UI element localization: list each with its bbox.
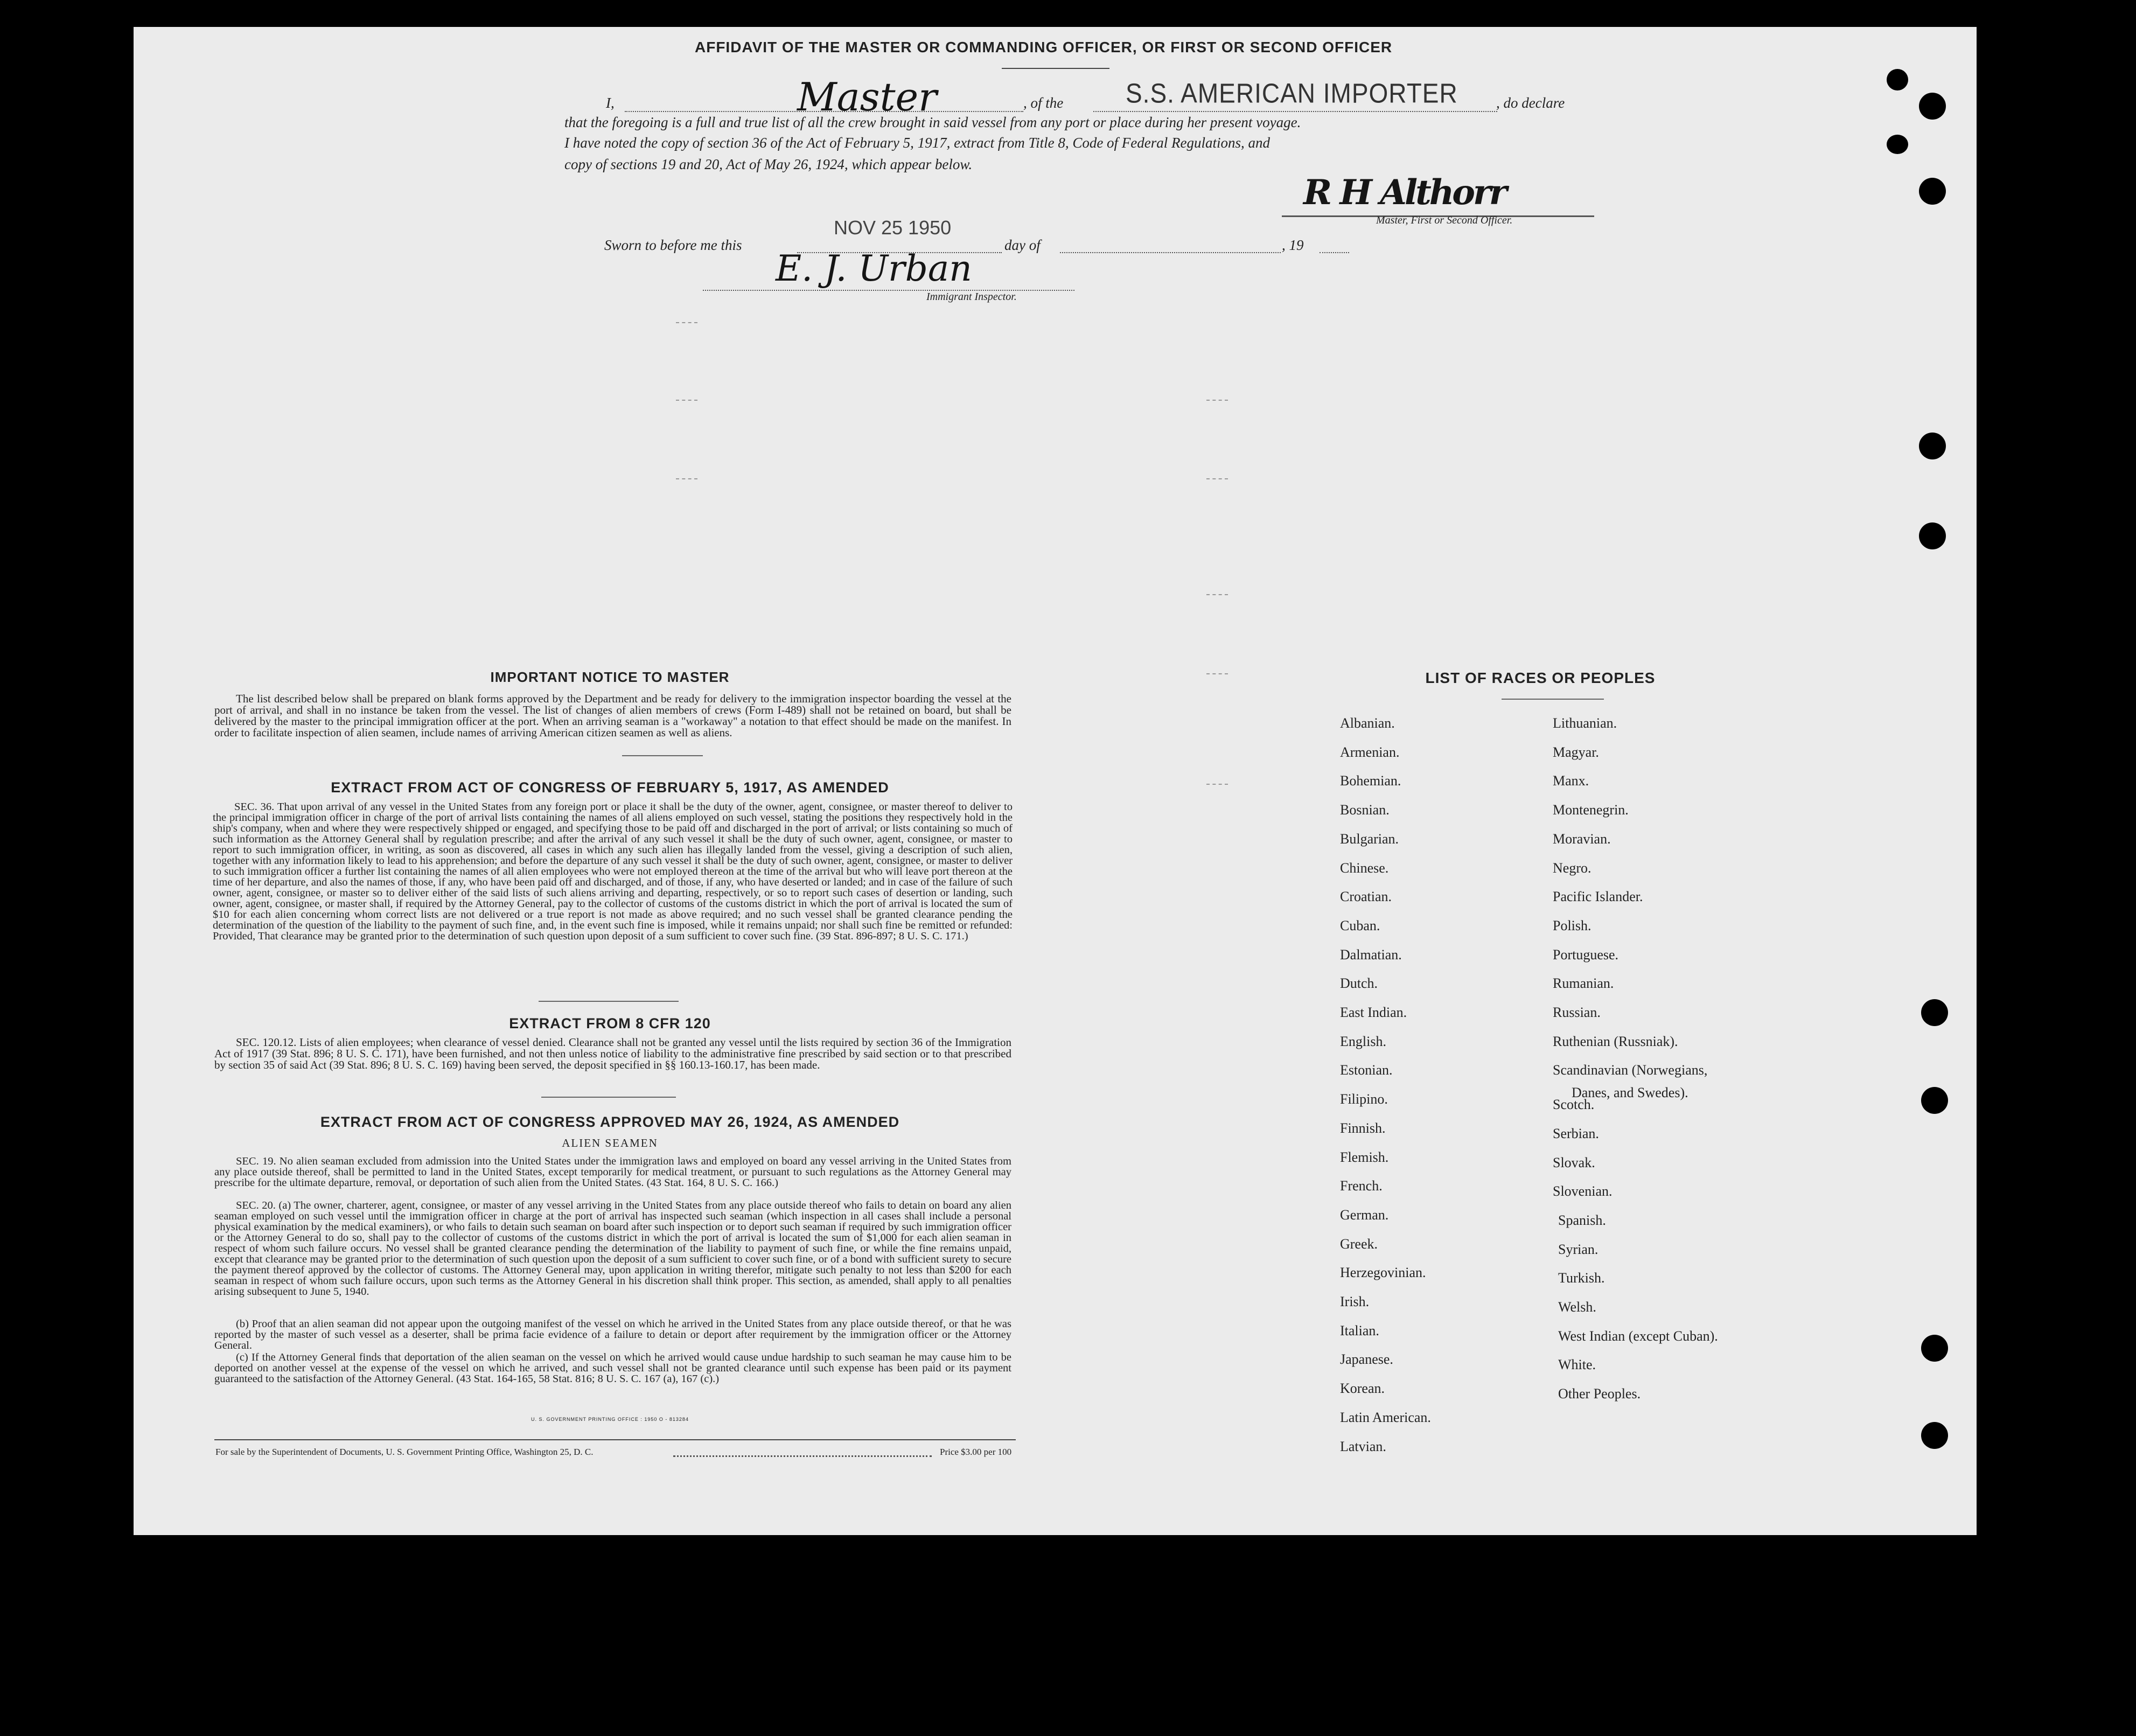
race-item: Flemish. [1340,1149,1389,1165]
punch-hole [1919,522,1946,549]
faint-mark [1206,400,1228,402]
race-item: White. [1558,1357,1596,1373]
race-item: Armenian. [1340,744,1400,760]
race-item: Japanese. [1340,1351,1393,1368]
race-item: Ruthenian (Russniak). [1553,1033,1678,1049]
race-item: West Indian (except Cuban). [1558,1328,1718,1344]
divider [539,1001,679,1002]
month-line [1060,252,1281,253]
affidavit-line-2: that the foregoing is a full and true list of all the crew brought in said vessel from any port or place during her present voyage. [564,114,1301,130]
footer-price: Price $3.00 per 100 [940,1447,1012,1457]
race-item: Dalmatian. [1340,946,1402,963]
notice-text: The list described below shall be prepared on blank forms approved by the Department and be ready for delivery to the immigration inspector boarding the vessel at the port of arrival, and shall in no instance be taken from the vessel. The list of changes of alien members of crews (Form I-489) shall not be retained on board, but shall be delivered by the master to the principal immigration officer at the port. When an arriving seaman is a "workaway" a notation to that effect should be made on the manifest. In order to facilitate inspection of alien seamen, include names of arriving American citizen seamen as well as aliens. [214,692,1011,739]
race-item: Scandinavian (Norwegians, [1553,1062,1708,1078]
faint-mark [1206,478,1228,480]
race-item: Herzegovinian. [1340,1265,1426,1281]
extract-1924-p3: (b) Proof that an alien seaman did not appear upon the outgoing manifest of the vessel on which he arrived in the United States from any place outside thereof, or that he was reported by the master of such vessel as a deserter, shall be prima facie evidence of a failure to detain or deport after requirement by the immigration officer or the Attorney General. [214,1318,1011,1351]
race-item: Filipino. [1340,1091,1388,1107]
year-prefix: , 19 [1282,237,1304,253]
punch-hole [1919,433,1946,459]
divider [1502,699,1604,700]
year-line [1320,252,1349,253]
race-item: Rumanian. [1553,975,1614,992]
race-item: Greek. [1340,1236,1378,1252]
race-item: Bohemian. [1340,773,1401,789]
vessel-line [1093,111,1497,112]
race-item: Lithuanian. [1553,715,1617,731]
footer-sale-note: For sale by the Superintendent of Documents, U. S. Government Printing Office, Washington 25, D. C. [215,1447,594,1457]
punch-hole [1887,135,1908,154]
faint-mark [676,322,697,324]
race-item: Latin American. [1340,1409,1431,1425]
signature-caption: Master, First or Second Officer. [1376,214,1513,226]
race-item: Dutch. [1340,975,1378,992]
race-item: Welsh. [1558,1299,1596,1315]
footer-rule [214,1439,1016,1440]
race-item: Bosnian. [1340,802,1390,818]
race-item: English. [1340,1033,1386,1049]
punch-hole [1919,93,1946,120]
affidavit-line-3: I have noted the copy of section 36 of the Act of February 5, 1917, extract from Title 8, Code of Federal Regulations, and [564,135,1271,151]
divider [622,755,703,756]
faint-mark [1206,673,1228,675]
punch-hole [1921,1335,1948,1362]
extract-1924-subtitle: ALIEN SEAMEN [562,1137,658,1149]
race-item: German. [1340,1207,1389,1223]
race-item: Syrian. [1558,1241,1598,1257]
race-item: Estonian. [1340,1062,1393,1078]
sworn-prefix: Sworn to before me this [604,237,742,253]
race-item: Negro. [1553,860,1591,876]
date-stamp: NOV 25 1950 [834,217,952,239]
affidavit-of-the: , of the [1023,95,1064,111]
extract-cfr-title: EXTRACT FROM 8 CFR 120 [509,1015,711,1031]
vessel-stamp: S.S. AMERICAN IMPORTER [1126,78,1458,109]
affidavit-title: AFFIDAVIT OF THE MASTER OR COMMANDING OFFICER, OR FIRST OR SECOND OFFICER [695,39,1393,55]
extract-1917-text: SEC. 36. That upon arrival of any vessel in the United States from any foreign port or place it shall be the duty of the owner, agent, consignee, or master thereof to deliver to the principal immigration officer in charge of the port of arrival lists containing the names of all aliens employed on such vessel, stating the positions they respectively hold in the ship's company, when and where they were respectively shipped or engaged, and specifying those to be paid off and discharged in the port of arrival; or lists containing so much of such information as the Attorney General shall by regulation prescribe; and after the arrival of any such vessel it shall be the duty of such owner, agent, consignee, or master to report to such immigration officer, in writing, as soon as discovered, all cases in which any such alien has illegally landed from the vessel, giving a description of such alien, together with any information likely to lead to his apprehension; and before the departure of any such vessel it shall be the duty of such owner, agent, consignee, or master to deliver to such immigration officer a further list containing the names of all alien employees who were not employed thereon at the time of the arrival but who will leave port thereon at the time of her departure, and also the names of those, if any, who have been paid off and discharged, and of those, if any, who have deserted or landed; and in case of the failure of such owner, agent, consignee, or master so to deliver either of the said lists of such aliens arriving and departing, respectively, or so to report such cases of desertion or landing, such owner, agent, consignee, or master shall, if required by the Attorney General, pay to the collector of customs of the customs district in which the port of arrival is located the sum of $10 for each alien concerning whom correct lists are not delivered or a true report is not made as above required; and no such vessel shall be granted clearance pending the determination of the question of the liability to the payment of such fine, and, in the event such fine is imposed, while it remains unpaid; nor shall such fine be remitted or refunded: Provided, That clearance may be granted prior to the determination of such question upon deposit of a sum sufficient to cover such fine. (39 Stat. 896-897; 8 U. S. C. 171.) [213,801,1013,942]
race-item: French. [1340,1178,1383,1194]
punch-hole [1921,1422,1948,1449]
affidavit-i: I, [606,95,615,111]
divider [1002,68,1109,69]
race-item: Portuguese. [1553,946,1619,963]
punch-hole [1921,1087,1948,1114]
race-item: Turkish. [1558,1270,1605,1286]
faint-mark [676,400,697,402]
printing-office-line: U. S. GOVERNMENT PRINTING OFFICE : 1950 O - 813284 [531,1417,689,1422]
punch-hole [1921,999,1948,1026]
race-item: Pacific Islander. [1553,889,1643,905]
extract-1924-p4: (c) If the Attorney General finds that deportation of the alien seaman on the vessel on which he arrived would cause undue hardship to such seaman he may cause him to be deported on another vessel at the expense of the vessel on which he arrived, and such vessel shall not be granted clearance until such expense has been paid or its payment guaranteed to the satisfaction of the Attorney General. (43 Stat. 164-165, 58 Stat. 816; 8 U. S. C. 167 (a), 167 (c).) [214,1351,1011,1385]
affidavit-line-4: copy of sections 19 and 20, Act of May 26, 1924, which appear below. [564,156,973,172]
race-item: Manx. [1553,773,1589,789]
punch-hole [1919,178,1946,205]
race-item: Italian. [1340,1322,1379,1338]
footer-leader [673,1455,932,1457]
faint-mark [676,478,697,480]
race-item: Moravian. [1553,831,1611,847]
race-item: Bulgarian. [1340,831,1399,847]
extract-1924-p1: SEC. 19. No alien seaman excluded from admission into the United States under the immigration laws and employed on board any vessel arriving in the United States from any place outside thereof, shall be permitted to land in the United States, except temporarily for medical treatment, or pursuant to such regulations as the Attorney General may prescribe for the ultimate departure, removal, or deportation of such alien from the United States. (43 Stat. 164, 8 U. S. C. 166.) [214,1155,1011,1189]
race-item: Chinese. [1340,860,1389,876]
race-item: Montenegrin. [1553,802,1629,818]
race-item: Croatian. [1340,889,1392,905]
extract-1924-p2: SEC. 20. (a) The owner, charterer, agent, consignee, or master of any vessel arriving in the United States from any place outside thereof who fails to detain on board any alien seaman employed on such vessel until the immigration officer in charge at the port of arrival has inspected such seaman (which inspection in all cases shall include a personal physical examination by the medical examiners), or who fails to detain such seaman on board after such inspection or to deport such seaman if required by such immigration officer or the Attorney General to do so, shall pay to the collector of customs of the customs district in which the port of arrival is located the sum of $1,000 for each alien seaman in respect of whom such failure occurs. No vessel shall be granted clearance pending the determination of the liability to payment of such fine, or while the fine remains unpaid, except that clearance may be granted prior to the determination of such question upon the deposit of a sum sufficient to cover such fine, or of a bond with sufficient surety to secure the payment thereof approved by the collector of customs. The Attorney General may, upon application in writing therefor, mitigate such penalty to not less than $200 for each seaman in respect of whom such failure occurs, upon such terms as the Attorney General in his discretion shall think proper. This section, as amended, shall apply to all penalties arising subsequent to June 5, 1940. [214,1200,1011,1298]
day-of: day of [1004,237,1041,253]
affidavit-declare: , do declare [1496,95,1565,111]
extract-1917-title: EXTRACT FROM ACT OF CONGRESS OF FEBRUARY 5, 1917, AS AMENDED [331,779,889,796]
race-item: Scotch. [1553,1097,1595,1113]
race-item: Latvian. [1340,1438,1386,1454]
race-item: Magyar. [1553,744,1599,760]
notice-title: IMPORTANT NOTICE TO MASTER [490,669,730,685]
race-item: East Indian. [1340,1005,1407,1020]
extract-cfr-text: SEC. 120.12. Lists of alien employees; when clearance of vessel denied. Clearance shall not be granted any vessel until the lists required by section 36 of the Immigration Act of 1917 (39 Stat. 896; 8 U. S. C. 171), have been furnished, and not then unless notice of liability to the administrative fine prescribed by said section or to that prescribed by section 35 of said Act (39 Stat. 896; 8 U. S. C. 169) having been served, the deposit specified in §§ 160.13-160.17, has been made. [214,1036,1011,1071]
race-item: Other Peoples. [1558,1386,1641,1402]
race-item: Spanish. [1558,1212,1606,1228]
faint-mark [1206,594,1228,596]
master-signature: R H Althorr [1303,172,1505,213]
race-item: Slovenian. [1553,1183,1613,1200]
faint-mark [1206,784,1228,786]
race-item: Albanian. [1340,715,1395,731]
punch-hole [1887,69,1908,90]
races-title: LIST OF RACES OR PEOPLES [1425,670,1656,686]
race-item: Polish. [1553,917,1591,933]
inspector-line [703,290,1074,291]
race-item: Korean. [1340,1381,1385,1397]
race-item: Finnish. [1340,1120,1386,1136]
extract-1924-title: EXTRACT FROM ACT OF CONGRESS APPROVED MAY 26, 1924, AS AMENDED [320,1114,900,1130]
race-item: Slovak. [1553,1154,1595,1170]
inspector-caption: Immigrant Inspector. [926,291,1017,303]
inspector-signature: E. J. Urban [776,248,972,289]
divider [541,1097,676,1098]
rank-handwritten: Master [797,74,937,120]
race-item: Cuban. [1340,917,1380,933]
race-item: Russian. [1553,1005,1601,1020]
race-item: Irish. [1340,1294,1370,1309]
race-item: Serbian. [1553,1125,1599,1141]
race-item: Danes, and Swedes). [1572,1085,1688,1101]
